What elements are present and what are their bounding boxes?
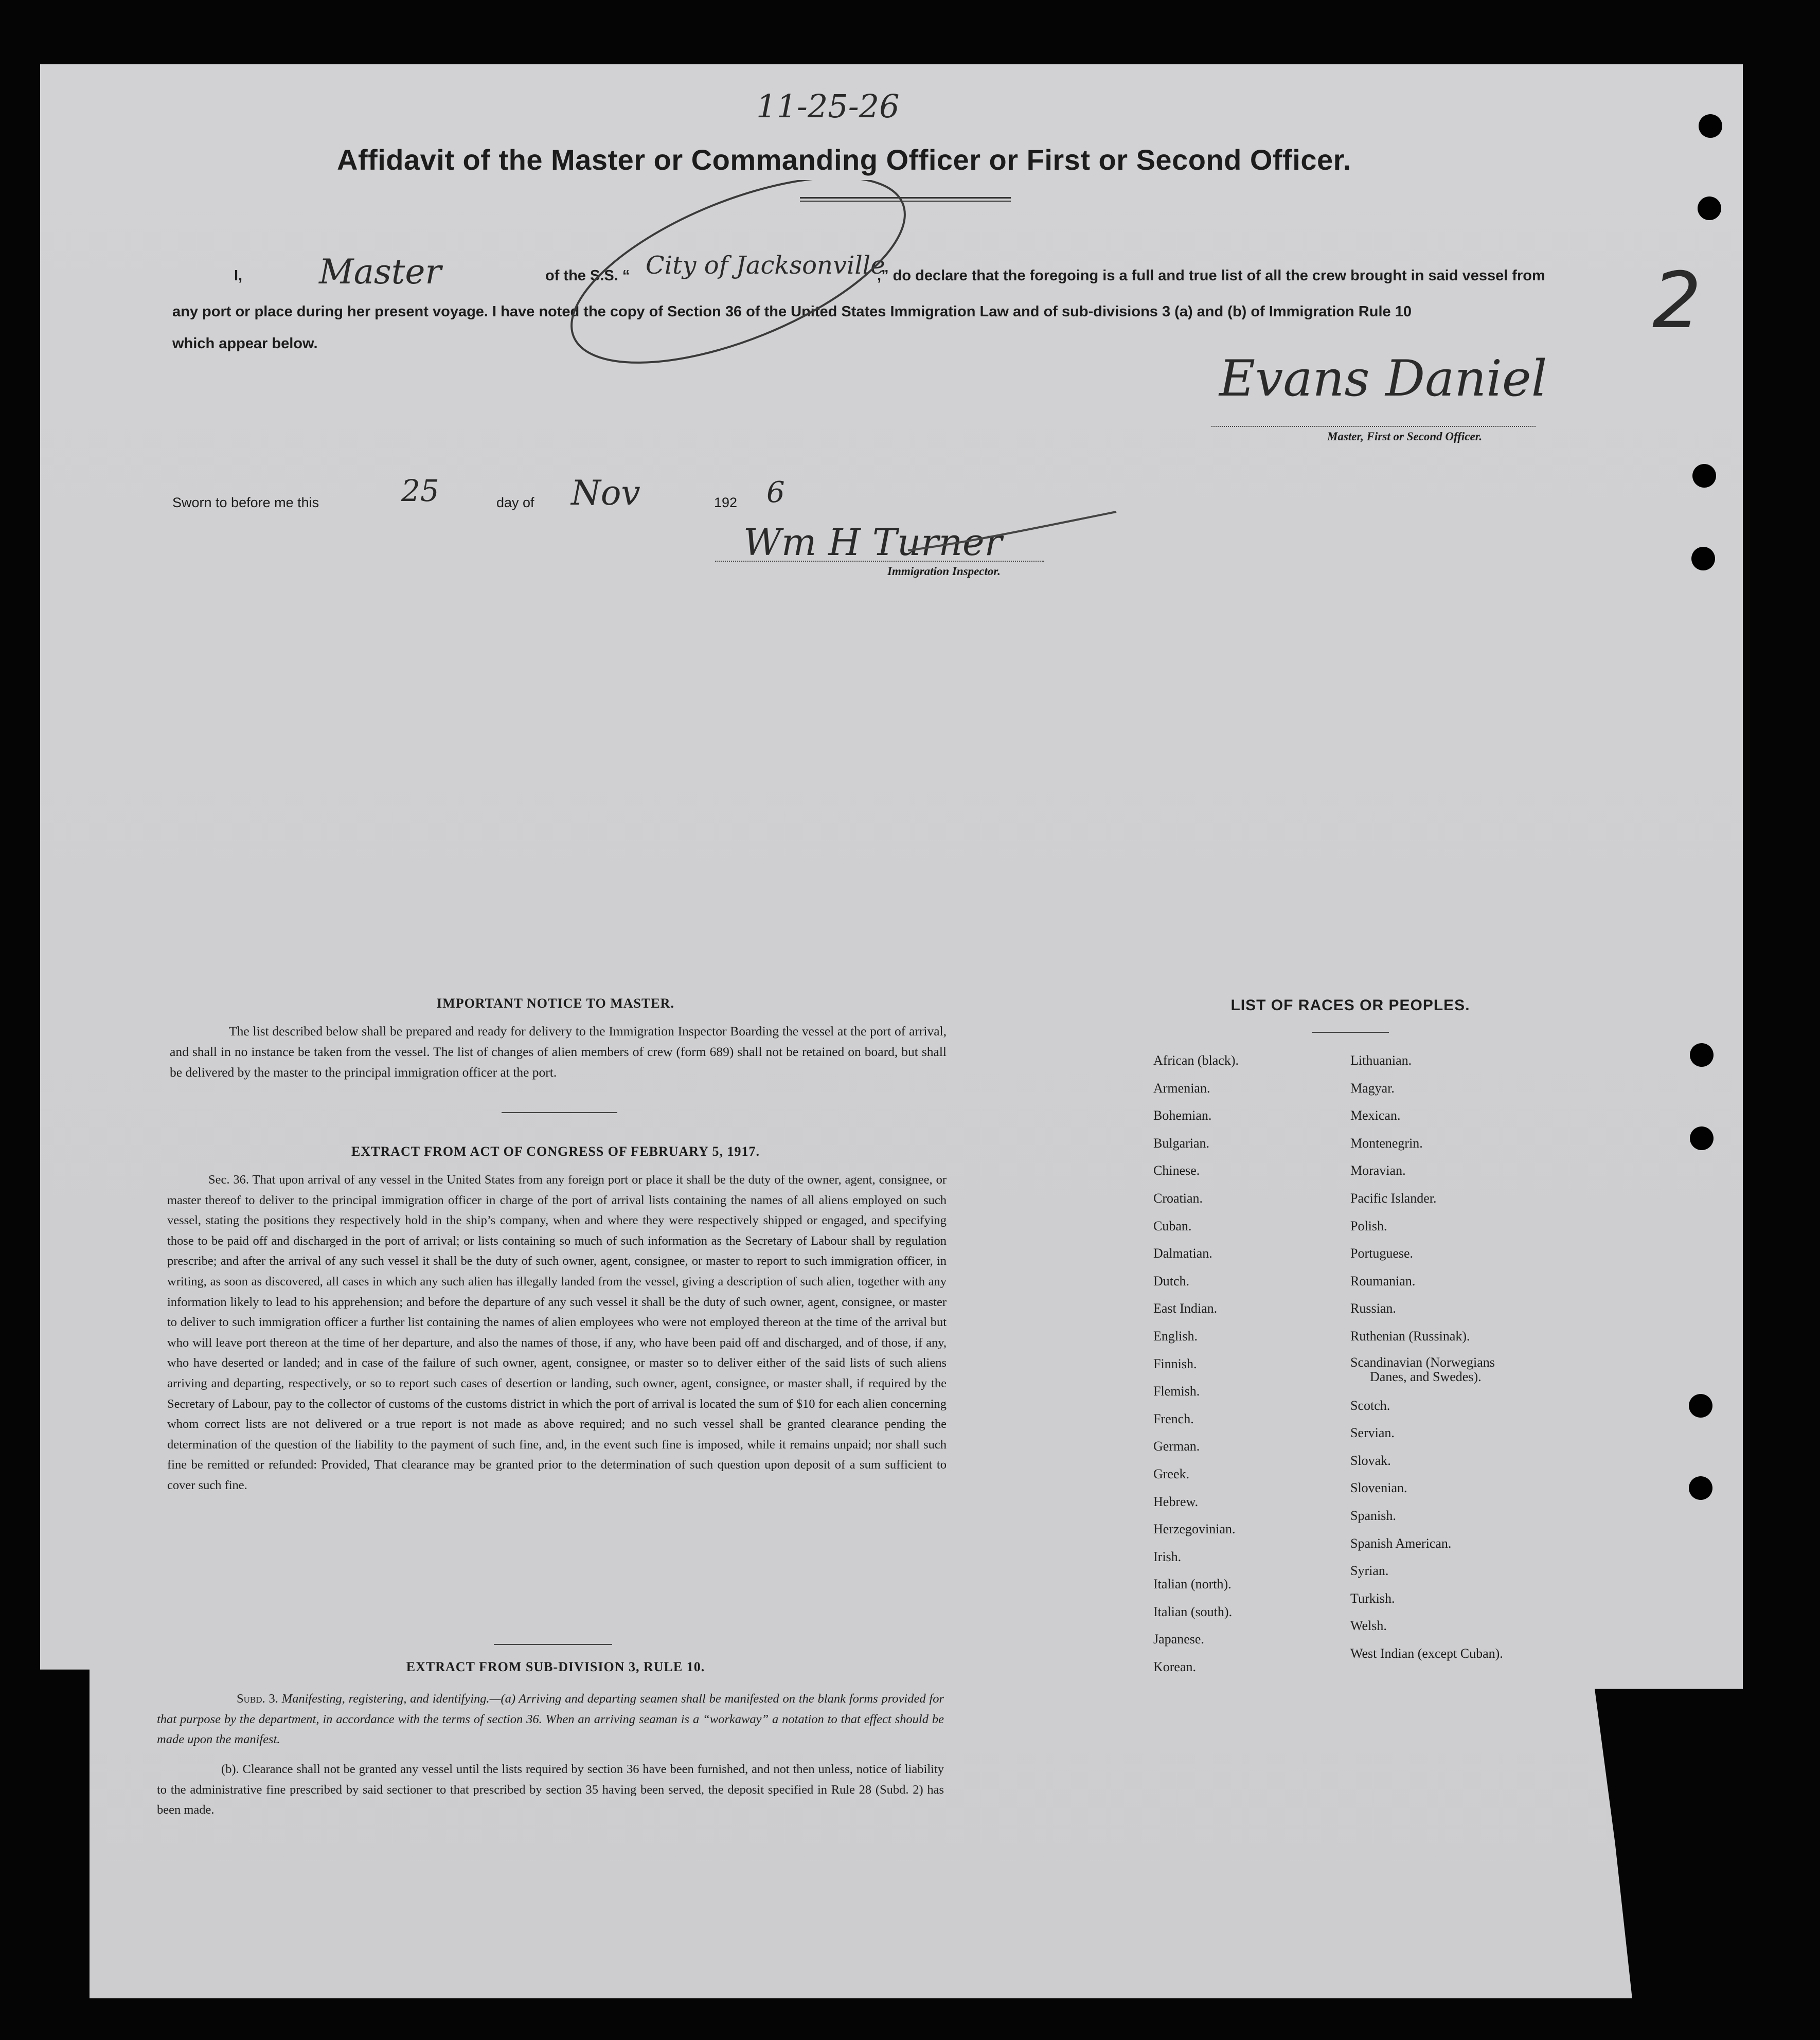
subd-a-text: Manifesting, registering, and identifying.—(a) Arriving and departing seamen shall be manifested on the blank forms provided for that purpose by the department, in accordance with the terms of section 36. When an arriving seaman is a “workaway” a notation to that effect should be made upon the manifest. [157,1692,944,1747]
race-item: Russian. [1350,1301,1396,1316]
inspector-signature-line [715,561,1044,562]
race-item: French. [1153,1411,1194,1426]
rule-heading: EXTRACT FROM SUB-DIVISION 3, RULE 10. [406,1659,705,1674]
act-text: Sec. 36. That upon arrival of any vessel in the United States from any foreign port or place it shall be the duty of the owner, agent, consignee, or master thereof to deliver to the principal immigration officer in charge of the port of arrival lists containing the names of all aliens employed on such vessel, stating the positions they respectively hold in the ship’s company, when and where they were respectively shipped or engaged, and specifying those to be paid off and discharged in the port of arrival; or lists containing so much of such information as the Secretary of Labour shall by regulation prescribe; and after the arrival of any such vessel it shall be the duty of such owner, agent, consignee, or master to report to such immigration officer, in writing, as soon as discovered, all cases in which any such alien has illegally landed from the vessel, giving a description of such alien, together with any information likely to lead to his apprehension; and before the departure of any such vessel it shall be the duty of such owner, agent, consignee, or master to deliver to such immigration officer a further list containing the names of alien employees who were not employed thereon at the time of the arrival but who will leave port thereon at the time of her departure, and also the names of those, if any, who have been paid off and discharged, and of those, if any, who have deserted or landed; and in case of the failure of such owner, agent, consignee, or master so to deliver either of the said lists of such aliens arriving and departing, respectively, or so to report such cases of desertion or landing, such owner, agent, consignee, or master shall, if required by the Secretary of Labour, pay to the collector of customs of the customs district in which the port of arrival is located the sum of $10 for each alien concerning whom correct lists are not delivered or a true report is not made as above required; and no such vessel shall be granted clearance pending the determination of the question of the liability to the payment of such fine, and, in the event such fine is imposed, while it remains unpaid; nor shall such fine be remitted or refunded: Provided, That clearance may be granted prior to the determination of such question upon deposit of a sum sufficient to cover such fine. [167,1173,947,1492]
rule-subd-a [157,1689,944,1750]
race-item: Flemish. [1153,1384,1200,1399]
race-item: Montenegrin. [1350,1135,1423,1151]
rule-subd-b: (b). Clearance shall not be granted any vessel until the lists required by section 36 have been furnished, and not then unless, notice of liability to the administrative fine prescribed by said sectioner to that prescribed by section 35 having been served, the deposit specified in Rule 28 (Subd. 2) has been made. [157,1762,944,1817]
punch-hole [1690,1043,1714,1067]
race-item: Scotch. [1350,1398,1390,1413]
race-item: English. [1153,1328,1198,1344]
race-item: Herzegovinian. [1153,1522,1236,1537]
decl-line3: which appear below. [172,335,318,352]
race-item: Japanese. [1153,1632,1204,1647]
race-item: Chinese. [1153,1163,1200,1178]
race-item: Korean. [1153,1659,1197,1675]
race-item: Croatian. [1153,1190,1203,1206]
race-item: East Indian. [1153,1301,1218,1316]
master-signature-line [1211,426,1536,427]
race-item: African (black). [1153,1053,1239,1068]
handwritten-page-number: 2 [1652,256,1702,346]
sworn-year-prefix: 192 [714,495,738,510]
races-column-1 [1153,1047,1239,1681]
signature-inspector: Wm H Turner [743,521,1003,564]
race-item-scandinavian [1350,1350,1503,1392]
race-item: Syrian. [1350,1563,1389,1579]
punch-hole [1691,547,1715,570]
race-item: Spanish American. [1350,1535,1452,1551]
punch-hole [1699,114,1722,138]
race-item: Italian (south). [1153,1604,1233,1619]
race-item: Polish. [1350,1218,1387,1233]
race-item: Magyar. [1350,1080,1395,1096]
race-item: Bulgarian. [1153,1135,1210,1151]
subd-label: Subd. 3. [237,1692,278,1706]
decl-i: I, [234,267,243,284]
handwritten-master: Master [319,252,441,292]
race-item: Turkish. [1350,1590,1395,1606]
handwritten-sworn-day: 25 [401,473,439,508]
punch-hole [1698,196,1721,220]
race-item: Greek. [1153,1466,1190,1481]
decl-line2: any port or place during her present voyage. I have noted the copy of Section 36 of the United States Immigration Law and of sub-divisions 3 (a) and (b) of Immigration Rule 10 [172,303,1412,320]
inspector-flourish [905,507,1121,563]
master-caption: Master, First or Second Officer. [1327,430,1483,443]
handwritten-vessel-name: City of Jacksonville [646,251,885,280]
race-item: Servian. [1350,1425,1395,1441]
separator-rule [1312,1032,1389,1033]
race-item: Portuguese. [1350,1246,1414,1261]
act-heading: EXTRACT FROM ACT OF CONGRESS OF FEBRUARY 5, 1917. [351,1144,760,1159]
races-heading: LIST OF RACES OR PEOPLES. [1230,997,1470,1014]
race-item: Dalmatian. [1153,1246,1212,1261]
race-item-line: Scandinavian (Norwegians [1350,1354,1495,1370]
separator-rule [502,1112,617,1113]
notice-text: The list described below shall be prepared and ready for delivery to the Immigration Inspector Boarding the vessel at the port of arrival, and shall in no instance be taken from the vessel. The list of changes of alien members of crew (form 689) shall not be retained on board, but shall be delivered by the master to the principal immigration officer at the port. [170,1024,947,1080]
race-item: Dutch. [1153,1273,1190,1289]
race-item: Welsh. [1350,1618,1387,1634]
handwritten-sworn-year: 6 [766,476,785,509]
punch-hole [1689,1476,1712,1500]
handwritten-sworn-month: Nov [571,473,640,513]
notice-heading: IMPORTANT NOTICE TO MASTER. [437,996,674,1011]
decl-line1: ,” do declare that the foregoing is a full and true list of all the crew brought in said vessel from [877,267,1545,284]
race-item: Bohemian. [1153,1108,1212,1123]
page-title: Affidavit of the Master or Commanding Officer or First or Second Officer. [337,144,1351,176]
sworn-day-of: day of [496,495,534,510]
race-item: Spanish. [1350,1508,1396,1523]
race-item-line: Danes, and Swedes). [1370,1369,1482,1384]
punch-hole [1692,464,1716,488]
race-item: Armenian. [1153,1080,1210,1096]
race-item: Slovak. [1350,1453,1391,1468]
race-item: Finnish. [1153,1356,1197,1371]
sworn-prefix: Sworn to before me this [172,495,319,510]
race-item: West Indian (except Cuban). [1350,1645,1503,1661]
inspector-caption: Immigration Inspector. [887,565,1001,578]
race-item: Irish. [1153,1549,1182,1564]
race-item: Hebrew. [1153,1494,1199,1509]
race-item: Italian (north). [1153,1577,1232,1592]
race-item: Roumanian. [1350,1273,1416,1289]
race-item: Slovenian. [1350,1480,1407,1496]
punch-hole [1690,1126,1714,1150]
race-item: Lithuanian. [1350,1053,1412,1068]
decl-of-ss: of the S.S. “ [545,267,630,284]
handwritten-date: 11-25-26 [756,87,900,125]
race-item: Moravian. [1350,1163,1406,1178]
punch-hole [1689,1394,1712,1418]
race-item: German. [1153,1439,1200,1454]
race-item: Pacific Islander. [1350,1190,1437,1206]
race-item: Cuban. [1153,1218,1192,1233]
signature-master: Evans Daniel [1219,350,1547,407]
separator-rule [494,1644,612,1645]
race-item: Ruthenian (Russinak). [1350,1328,1470,1344]
vessel-circle-mark [556,180,926,365]
races-column-2 [1350,1047,1503,1667]
race-item: Mexican. [1350,1108,1401,1123]
